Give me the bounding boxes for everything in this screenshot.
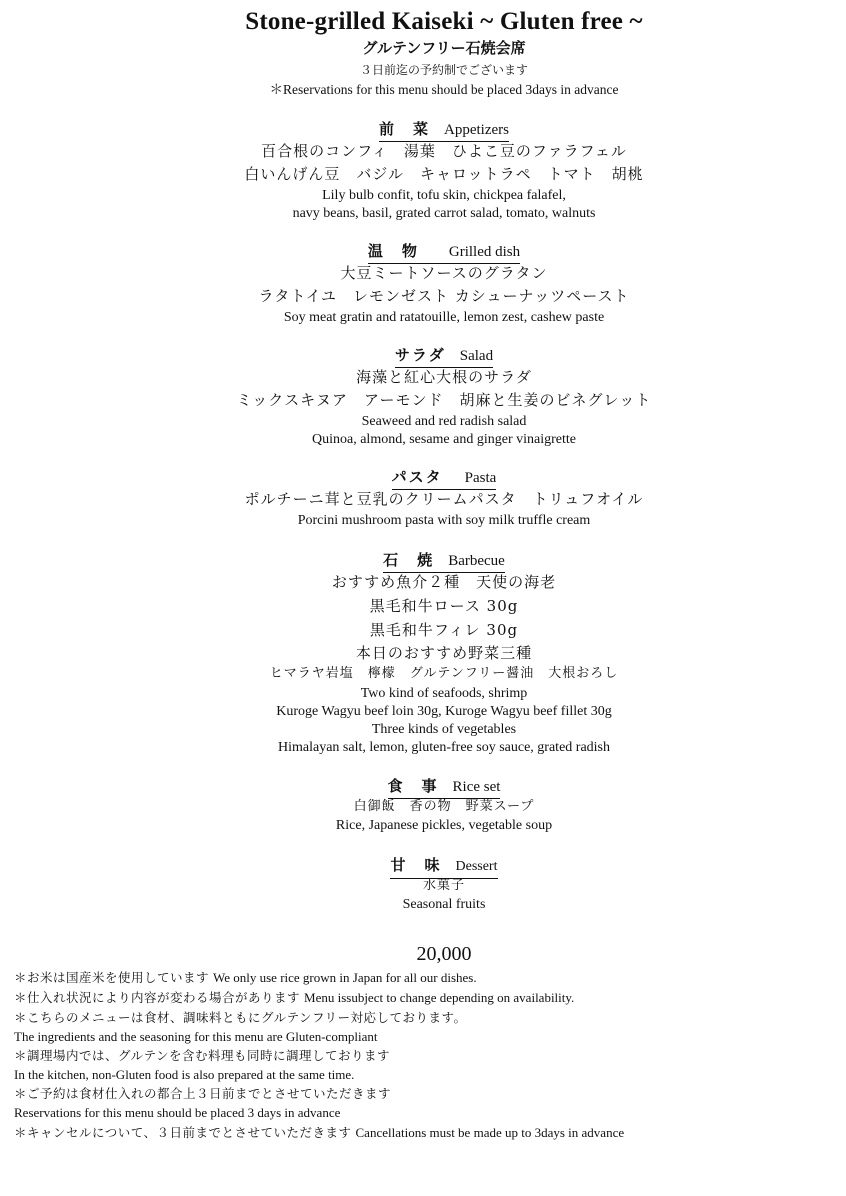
dish-en-line: Soy meat gratin and ratatouille, lemon zest, cashew paste [283,310,605,325]
heading-en: Barbecue [448,553,505,569]
heading-jp: 温 物 [367,242,419,260]
footnote-jp: ＊キャンセルについて、３日前までとさせていただきます [14,1125,352,1140]
reservation-note-en: ＊Reservations for this menu should be placed 3days in advance [269,82,619,97]
dish-en-line: Three kinds of vegetables [371,722,517,737]
section-heading-salad [0,344,846,368]
dish-jp-line: ラタトイユ レモンゼスト カシューナッツペースト [258,287,630,305]
footnote-gluten-en [14,1027,834,1046]
section-heading-barbecue [0,549,846,573]
dish-jp-line: 水菓子 [422,878,465,893]
section-heading-grilled [0,240,846,264]
dish-jp-line: 百合根のコンフィ 湯葉 ひよこ豆のファラフェル [261,142,627,160]
menu-subtitle-jp: グルテンフリー石焼会席 [362,39,526,57]
footnote-jp: ＊調理場内では、グルテンを含む料理も同時に調理しております [14,1048,391,1063]
footnote-kitchen-jp [14,1046,834,1065]
footnote-availability [14,988,834,1007]
heading-en: Salad [459,348,494,364]
dish-en-line: navy beans, basil, grated carrot salad, tomato, walnuts [292,206,596,221]
dish-jp-line: 黒毛和牛フィレ 30g [369,621,519,639]
footnote-jp: ＊お米は国産米を使用しています [14,970,210,985]
dish-en-line: Lily bulb confit, tofu skin, chickpea falafel, [322,188,566,203]
footnote-cancellation [14,1123,834,1142]
dish-jp-line: 大豆ミートソースのグラタン [340,264,548,282]
heading-en: Appetizers [444,122,509,138]
dish-jp-line: ミックスキヌア アーモンド 胡麻と生姜のビネグレット [236,391,652,409]
dish-jp-line: 白御飯 香の物 野菜スープ [353,799,535,814]
footnote-jp: ＊仕入れ状況により内容が変わる場合があります [14,990,301,1005]
dish-jp-line: 本日のおすすめ野菜三種 [355,644,533,662]
footnote-gluten-jp [14,1008,834,1027]
section-heading-appetizers [0,118,846,142]
dish-jp-condiments: ヒマラヤ岩塩 檸檬 グルテンフリー醤油 大根おろし [269,666,619,681]
reservation-note-jp: ３日前迄の予約制でございます [359,63,528,77]
heading-jp: 食 事 [387,777,439,795]
dish-en-line: Two kind of seafoods, shrimp [360,686,528,701]
heading-en: Rice set [452,779,501,795]
dish-jp-line: 海藻と紅心大根のサラダ [356,368,532,386]
dish-jp-line: 白いんげん豆 バジル キャロットラペ トマト 胡桃 [244,165,644,183]
menu-price: 20,000 [416,943,472,965]
footnote-reservation-jp [14,1084,834,1103]
section-heading-rice [0,775,846,799]
dish-en-line: Seaweed and red radish salad [361,414,527,429]
heading-en: Dessert [455,859,498,874]
dish-jp-line: 黒毛和牛ロース 30g [369,597,519,615]
footnote-en: Menu issubject to change depending on availability. [304,990,575,1005]
footnote-en: We only use rice grown in Japan for all our dishes. [213,970,477,985]
section-heading-pasta [0,466,846,490]
footnote-jp: ＊こちらのメニューは食材、調味料ともにグルテンフリー対応しております。 [14,1010,467,1025]
footnote-en: Reservations for this menu should be placed 3 days in advance [14,1105,341,1120]
heading-jp: 前 菜 [379,120,431,138]
heading-jp: 石 焼 [383,551,435,569]
dish-en-line: Kuroge Wagyu beef loin 30g, Kuroge Wagyu beef fillet 30g [276,704,612,719]
footnote-kitchen-en [14,1065,834,1084]
footnote-en: In the kitchen, non-Gluten food is also prepared at the same time. [14,1067,355,1082]
footnote-en: Cancellations must be made up to 3days in advance [355,1125,625,1140]
footnote-rice [14,968,834,987]
heading-en: Grilled dish [448,244,521,260]
footnote-en: The ingredients and the seasoning for this menu are Gluten-compliant [14,1029,378,1044]
dish-en-line: Rice, Japanese pickles, vegetable soup [335,818,553,833]
heading-jp: サラダ [394,346,446,364]
menu-title: Stone-grilled Kaiseki ~ Gluten free ~ [245,8,643,35]
dish-en-line: Quinoa, almond, sesame and ginger vinaigrette [312,432,576,447]
heading-en: Pasta [464,470,497,486]
dish-jp-line: ポルチーニ茸と豆乳のクリームパスタ トリュフオイル [244,490,644,508]
dish-en-line: Seasonal fruits [402,897,486,912]
dish-jp-line: おすすめ魚介２種 天使の海老 [331,573,557,591]
footnote-jp: ＊ご予約は食材仕入れの都合上３日前までとさせていただきます [14,1086,392,1101]
heading-jp: パスタ [391,468,443,486]
dish-en-line: Porcini mushroom pasta with soy milk truffle cream [297,513,591,528]
dish-en-line: Himalayan salt, lemon, gluten-free soy sauce, grated radish [278,740,610,755]
heading-jp: 甘 味 [390,856,442,874]
footnote-reservation-en [14,1103,834,1122]
